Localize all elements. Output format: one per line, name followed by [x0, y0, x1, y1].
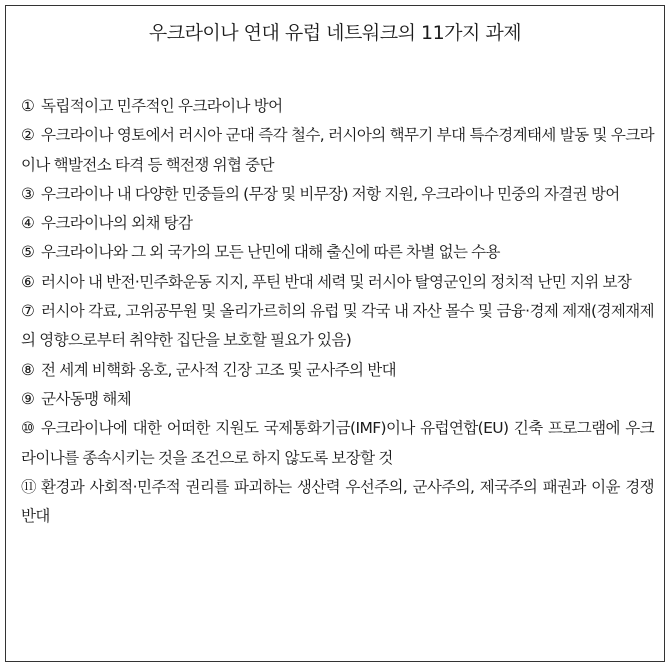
item-number: ⑪: [21, 477, 36, 496]
item-text: 환경과 사회적·민주적 권리를 파괴하는 생산력 우선주의, 군사주의, 제국주의 패권과 이윤 경쟁 반대: [21, 477, 654, 526]
list-item: [21, 180, 654, 209]
item-text: 러시아 각료, 고위공무원 및 올리가르히의 유럽 및 각국 내 자산 몰수 및 금융·경제 제재(경제재제의 영향으로부터 취약한 집단을 보호할 필요가 있음): [21, 302, 654, 350]
list-item: [21, 473, 654, 532]
list-item: [21, 414, 654, 473]
list-item: [21, 238, 654, 267]
item-text: 전 세계 비핵화 옹호, 군사적 긴장 고조 및 군사주의 반대: [41, 360, 396, 379]
item-text: 우크라이나 내 다양한 민중들의 (무장 및 비무장) 저항 지원, 우크라이나 민중의 자결권 방어: [41, 184, 620, 203]
item-text: 러시아 내 반전·민주화운동 지지, 푸틴 반대 세력 및 러시아 탈영군인의 정치적 난민 지위 보장: [41, 272, 632, 291]
item-number: ⑨: [21, 389, 35, 408]
document-frame: [5, 5, 665, 662]
document-title: 우크라이나 연대 유럽 네트워크의 11가지 과제: [148, 22, 522, 44]
item-number: ③: [21, 184, 35, 203]
list-item: [21, 297, 654, 356]
item-number: ⑤: [21, 243, 35, 262]
item-text: 우크라이나 영토에서 러시아 군대 즉각 철수, 러시아의 핵무기 부대 특수경계태세 발동 및 우크라이나 핵발전소 타격 등 핵전쟁 위협 중단: [21, 126, 654, 174]
item-text: 우크라이나와 그 외 국가의 모든 난민에 대해 출신에 따른 차별 없는 수용: [41, 243, 500, 262]
list-item: [21, 385, 654, 414]
item-text: 군사동맹 해체: [41, 389, 132, 408]
item-number: ⑧: [21, 360, 35, 379]
list-item: [21, 121, 654, 180]
item-text: 우크라이나에 대한 어떠한 지원도 국제통화기금(IMF)이나 유럽연합(EU) 긴축 프로그램에 우크라이나를 종속시키는 것을 조건으로 하지 않도록 보장할 것: [21, 419, 654, 467]
item-number: ⑦: [21, 302, 35, 321]
task-list: [21, 92, 654, 531]
item-number: ②: [21, 126, 35, 145]
item-number: ④: [21, 214, 35, 233]
item-text: 우크라이나의 외채 탕감: [41, 214, 193, 233]
list-item: [21, 92, 654, 121]
list-item: [21, 356, 654, 385]
list-item: [21, 209, 654, 238]
item-text: 독립적이고 민주적인 우크라이나 방어: [41, 97, 283, 115]
item-number: ⑩: [21, 419, 35, 438]
list-item: [21, 268, 654, 297]
item-number: ⑥: [21, 272, 35, 291]
item-number: ①: [21, 97, 35, 115]
